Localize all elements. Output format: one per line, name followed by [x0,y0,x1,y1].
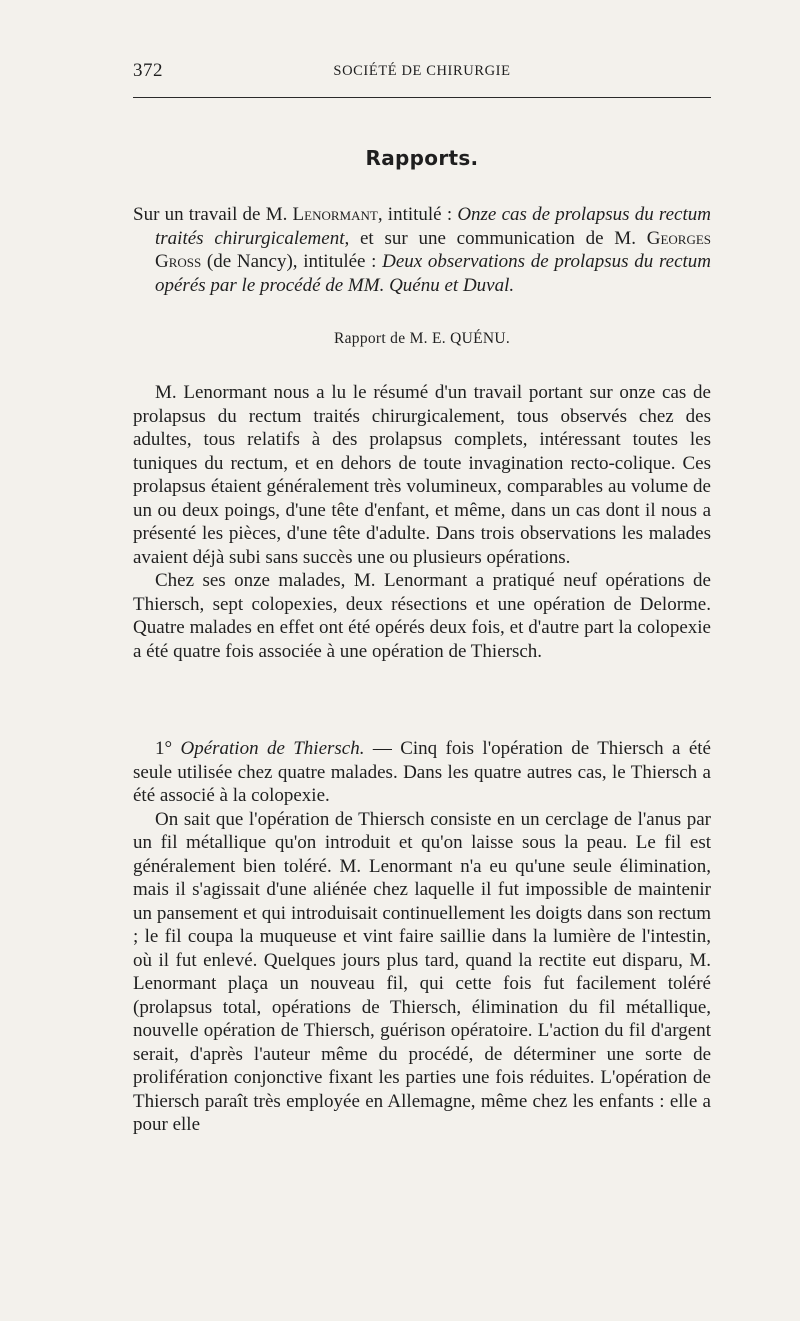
author-name-lenormant: Lenormant [292,204,378,225]
author-name-gross: Georges Gross [155,227,711,272]
work-title-1: Onze cas de prolapsus du rectum traités chirurgicalement [155,204,711,249]
paragraph-3-text: — Cinq fois l'opération de Thiersch a été seule utilisée chez quatre malades. Dans les quatre autres cas, le Thiersch a été associé à la colopexie. [133,738,711,806]
section-number: 1° [155,738,181,759]
running-header [133,60,711,86]
body-text-2 [133,737,711,1137]
intro-text-2: , intitulé : [377,204,458,225]
work-title-2: Deux observations de prolapsus du rectum opérés par le procédé de MM. Quénu et Duval. [155,251,711,296]
paragraph-4: On sait que l'opération de Thiersch consiste en un cerclage de l'anus par un fil métallique qu'on introduit et qu'on laisse sous la peau. Le fil est généralement bien toléré. M. Lenormant n'a eu qu'une seule élimination, mais il s'agissait d'une aliénée chez laquelle il fut impossible de maintenir un pansement et qui introduisait continuellement les doigts dans son rectum ; le fil coupa la muqueuse et vint faire saillie dans la lumière de l'intestin, où il fut enlevé. Quelques jours plus tard, quand la rectite eut disparu, M. Lenormant plaça un nouveau fil, qui cette fois fut facilement toléré (prolapsus total, opérations de Thiersch, élimination du fil métallique, nouvelle opération de Thiersch, guérison opératoire. L'action du fil d'argent serait, d'après l'auteur même du procédé, de déterminer une sorte de prolifération conjonctive fixant les parties une fois réduites. L'opération de Thiersch paraît très employée en Allemagne, même chez les enfants : elle a pour elle [133,808,711,1135]
subsection-heading: Opération de Thiersch. [180,738,365,759]
page-number: 372 [133,60,163,81]
running-title: SOCIÉTÉ DE CHIRURGIE [333,63,511,79]
paragraph-2: Chez ses onze malades, M. Lenormant a pratiqué neuf opérations de Thiersch, sept colopexies, deux résections et une opération de Delorme. Quatre malades en effet ont été opérés deux fois, et d'autre part la colopexie a été quatre fois associée à une opération de Thiersch. [133,570,711,662]
paragraph-1: M. Lenormant nous a lu le résumé d'un travail portant sur onze cas de prolapsus du rectum traités chirurgicalement, tous observés chez des adultes, tous relatifs à des prolapsus complets, intéressant toutes les tuniques du rectum, et en dehors de toute invagination recto-colique. Ces prolapsus étaient généralement très volumineux, comparables au volume de un ou deux poings, d'une tête d'enfant, et même, dans un cas dont il nous a présenté les pièces, d'une tête d'adulte. Dans trois observations les malades avaient déjà subi sans succès une ou plusieurs opérations. [133,382,711,568]
intro-text-4: (de Nancy), intitulée : [201,251,383,272]
intro-text-3: , et sur une communication de M. [344,227,647,249]
body-text-1 [133,381,711,663]
section-title: Rapports. [365,146,479,170]
report-intro [133,203,711,297]
paragraph-3 [133,737,711,808]
report-intro-paragraph [133,203,711,297]
report-author: Rapport de M. E. QUÉNU. [333,330,511,347]
intro-text-1: Sur un travail de M. [133,204,293,225]
header-rule [133,97,711,98]
